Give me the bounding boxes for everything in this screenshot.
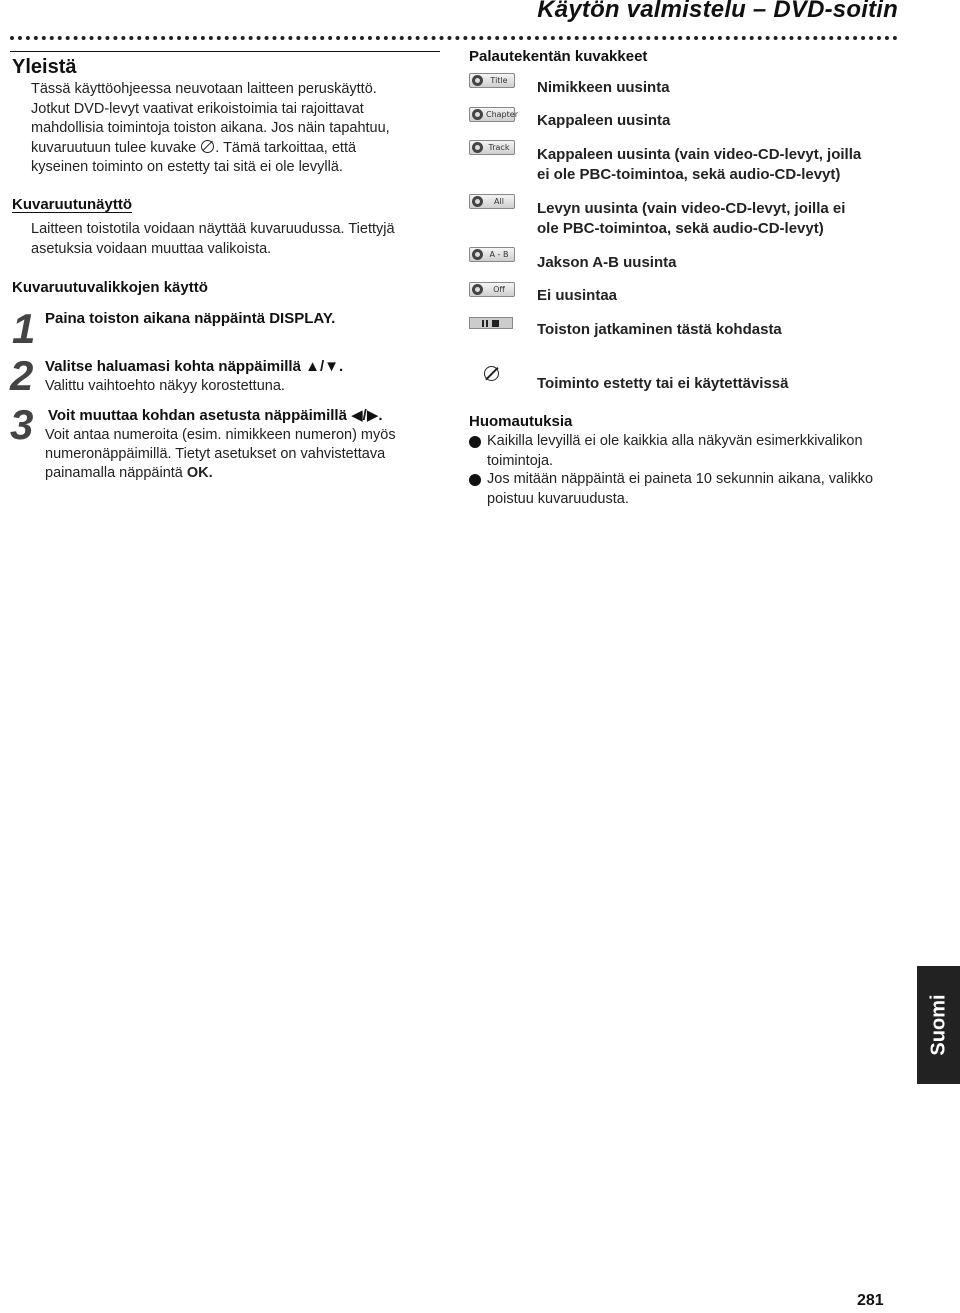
intro-paragraph (31, 80, 441, 178)
text-line: painamalla näppäintä OK. (45, 465, 213, 481)
title-repeat-icon: Title (469, 73, 515, 88)
note-item: Jos mitään näppäintä ei paineta 10 sekunnin aikana, valikko poistuu kuvaruudusta. (487, 471, 874, 507)
step-number: 1 (12, 305, 36, 352)
icon-description: Toiminto estetty tai ei käytettävissä (537, 375, 789, 392)
text-line: Laitteen toistotila voidaan näyttää kuvaruudussa. Tiettyjä (31, 221, 395, 237)
icon-description: Toiston jatkaminen tästä kohdasta (537, 321, 782, 338)
intro-line: Jotkut DVD-levyt vaativat erikoistoimia tai rajoittavat (31, 100, 364, 117)
icon-description: Levyn uusinta (vain video-CD-levyt, joilla ei ole PBC-toimintoa, sekä audio-CD-levyt) (537, 200, 846, 237)
language-tab: Suomi (917, 966, 960, 1084)
bullet-icon (469, 436, 481, 448)
notes-heading: Huomautuksia (469, 413, 573, 430)
step-detail (45, 426, 445, 483)
prohibited-icon (201, 140, 214, 153)
ab-repeat-icon: A - B (469, 247, 515, 262)
section-rule (10, 51, 440, 52)
icon-description: Nimikkeen uusinta (537, 79, 670, 96)
text-line: asetuksia voidaan muuttaa valikoista. (31, 240, 272, 257)
step-instruction: Valitse haluamasi kohta näppäimillä ▲/▼. (45, 358, 344, 375)
header-dotted-rule (10, 36, 898, 40)
chapter-repeat-icon: Chapter (469, 107, 515, 122)
screen-display-text (31, 220, 441, 259)
intro-line: Tässä käyttöohjeessa neuvotaan laitteen peruskäyttö. (31, 81, 377, 97)
step-instruction: Paina toiston aikana näppäintä DISPLAY. (45, 310, 336, 327)
intro-line: mahdollisia toimintoja toiston aikana. Jos näin tapahtuu, (31, 120, 390, 136)
step-number: 3 (10, 401, 34, 448)
icon-description: Kappaleen uusinta (537, 112, 671, 129)
prohibited-icon (484, 366, 499, 381)
bullet-icon (469, 474, 481, 486)
text-line: Voit antaa numeroita (esim. nimikkeen numeron) myös (45, 427, 396, 443)
page-number: 281 (857, 1292, 884, 1309)
icon-description: Kappaleen uusinta (vain video-CD-levyt, joilla ei ole PBC-toimintoa, sekä audio-CD-levyt) (537, 146, 862, 183)
icon-description: Jakson A-B uusinta (537, 254, 677, 271)
text-line: numeronäppäimillä. Tietyt asetukset on vahvistettava (45, 446, 386, 462)
intro-line: kuvaruutuun tulee kuvake . Tämä tarkoittaa, että (31, 139, 357, 156)
step-detail: Valittu vaihtoehto näkyy korostettuna. (45, 378, 285, 394)
step-number: 2 (10, 352, 34, 399)
resume-icon (469, 317, 513, 329)
screen-display-heading: Kuvaruutunäyttö (12, 196, 132, 213)
icon-description: Ei uusintaa (537, 287, 618, 304)
track-repeat-icon: Track (469, 140, 515, 155)
note-item: Kaikilla levyillä ei ole kaikkia alla näkyvän esimerkkivalikon toimintoja. (487, 433, 863, 469)
feedback-icons-heading: Palautekentän kuvakkeet (469, 48, 648, 65)
menu-usage-heading: Kuvaruutuvalikkojen käyttö (12, 279, 208, 296)
intro-line: kyseinen toiminto on estetty tai sitä ei ole levyllä. (31, 159, 343, 175)
step-instruction: Voit muuttaa kohdan asetusta näppäimillä ◀/▶. (48, 407, 383, 424)
all-repeat-icon: All (469, 194, 515, 209)
repeat-off-icon: Off (469, 282, 515, 297)
page-header-title: Käytön valmistelu – DVD-soitin (537, 0, 898, 23)
section-title: Yleistä (12, 56, 77, 78)
